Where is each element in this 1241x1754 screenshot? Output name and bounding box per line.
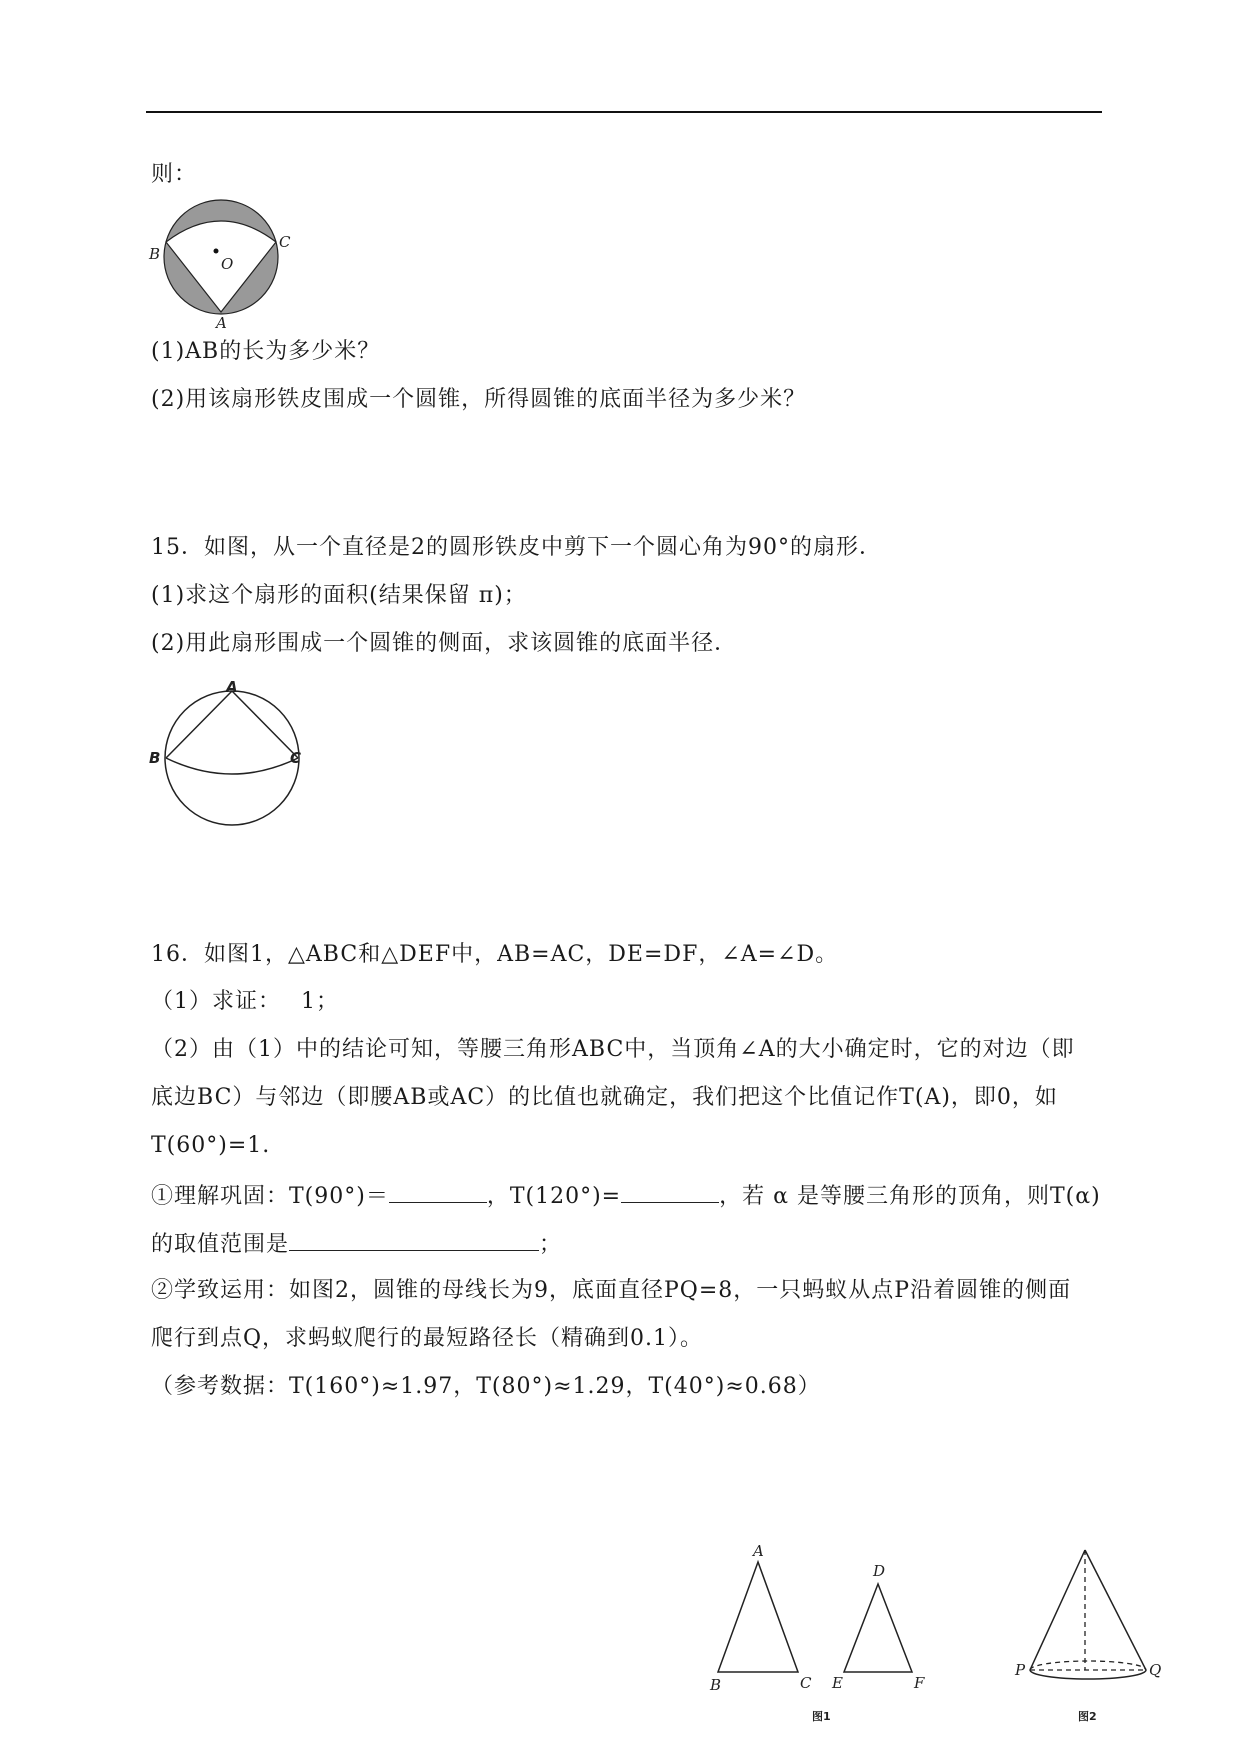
- q14-label-c: C: [279, 233, 291, 251]
- fig1-label-a: A: [753, 1542, 764, 1560]
- q16-sub1-end: ；: [539, 1232, 563, 1257]
- fig1-caption: 图1: [812, 1710, 831, 1723]
- answer-blank-range[interactable]: [289, 1228, 539, 1251]
- q16-part2-line1: （2）由（1）中的结论可知，等腰三角形ABC中，当顶角∠A的大小确定时，它的对边（即: [151, 1037, 1075, 1062]
- fig1-label-e: E: [832, 1674, 843, 1692]
- q16-part2-line2: 底边BC）与邻边（即腰AB或AC）的比值也就确定，我们把这个比值记作T(A)，即0，如: [151, 1085, 1058, 1110]
- q16-sub1-c: ，若 α 是等腰三角形的顶角，则T(α): [719, 1184, 1101, 1209]
- q16-sub1-line2-text: 的取值范围是: [151, 1232, 290, 1257]
- q16-figure2: [1010, 1540, 1190, 1730]
- q14-part1: (1)AB的长为多少米？: [151, 339, 381, 364]
- q16-sub1-line2: [151, 1228, 562, 1260]
- answer-blank-t120[interactable]: [621, 1180, 719, 1203]
- q14-label-a: A: [216, 314, 227, 330]
- q14-figure: [146, 190, 296, 330]
- q16-part2-line3: T(60°)=1.: [151, 1133, 271, 1158]
- q15-part1: (1)求这个扇形的面积(结果保留 π)；: [151, 583, 527, 608]
- fig2-label-p: P: [1015, 1661, 1026, 1679]
- q16-sub2-line1: ②学致运用：如图2，圆锥的母线长为9，底面直径PQ=8，一只蚂蚁从点P沿着圆锥的侧面: [151, 1278, 1072, 1303]
- q16-stem: 16．如图1，△ABC和△DEF中，AB=AC，DE=DF，∠A=∠D。: [151, 942, 839, 967]
- q15-label-b: B: [149, 749, 161, 767]
- fig1-label-b: B: [710, 1676, 722, 1694]
- answer-blank-t90[interactable]: [389, 1180, 487, 1203]
- q14-label-b: B: [149, 245, 161, 263]
- fig1-label-f: F: [914, 1674, 925, 1692]
- q15-part2: (2)用此扇形围成一个圆锥的侧面，求该圆锥的底面半径．: [151, 631, 738, 656]
- q16-sub2-line2: 爬行到点Q，求蚂蚁爬行的最短路径长（精确到0.1）。: [151, 1326, 704, 1351]
- q15-label-c: C: [290, 749, 302, 767]
- fig1-label-d: D: [873, 1562, 886, 1580]
- q16-sub1-b: ，T(120°)=: [486, 1184, 622, 1209]
- q16-sub1-line1: [151, 1180, 1101, 1212]
- q16-ref: （参考数据：T(160°)≈1.97，T(80°)≈1.29，T(40°)≈0.68）: [151, 1374, 821, 1399]
- fig1-label-c: C: [800, 1674, 812, 1692]
- q15-stem: 15．如图，从一个直径是2的圆形铁皮中剪下一个圆心角为90°的扇形．: [151, 535, 882, 560]
- q15-figure: [146, 680, 316, 830]
- q14-label-o: O: [221, 255, 234, 273]
- fig2-label-q: Q: [1149, 1661, 1162, 1679]
- q16-part1: （1）求证： 1；: [151, 989, 339, 1014]
- q16-figure1: [700, 1540, 960, 1730]
- q15-label-a: A: [226, 680, 238, 696]
- q14-intro: 则：: [151, 162, 198, 187]
- fig2-caption: 图2: [1078, 1710, 1097, 1723]
- q16-sub1-a: ①理解巩固：T(90°)＝: [151, 1184, 389, 1209]
- q14-part2: (2)用该扇形铁皮围成一个圆锥，所得圆锥的底面半径为多少米？: [151, 387, 807, 412]
- header-rule: [146, 111, 1102, 113]
